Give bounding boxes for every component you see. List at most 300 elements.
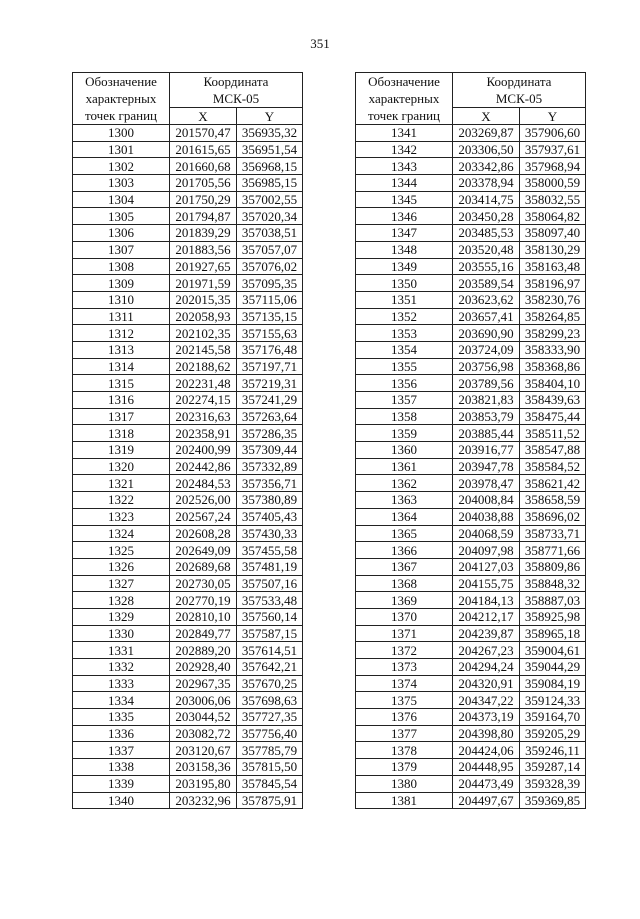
table-row (73, 625, 303, 642)
y-coordinate-cell: 358439,63 (520, 392, 586, 409)
x-coordinate-cell: 203789,56 (453, 375, 520, 392)
x-coordinate-cell: 201971,59 (170, 275, 237, 292)
y-coordinate-cell: 358511,52 (520, 425, 586, 442)
table-row (73, 275, 303, 292)
point-id-cell: 1322 (73, 492, 170, 509)
y-coordinate-cell: 357507,16 (237, 575, 303, 592)
table-row (356, 125, 586, 142)
table-row (73, 158, 303, 175)
x-coordinate-cell: 204473,49 (453, 775, 520, 792)
point-id-cell: 1339 (73, 775, 170, 792)
table-row (356, 675, 586, 692)
x-coordinate-cell: 202274,15 (170, 392, 237, 409)
x-coordinate-cell: 204212,17 (453, 608, 520, 625)
y-coordinate-cell: 359287,14 (520, 759, 586, 776)
y-coordinate-cell: 357430,33 (237, 525, 303, 542)
coord-header-line: МСК-05 (495, 91, 543, 106)
point-id-cell: 1342 (356, 141, 453, 158)
point-id-cell: 1357 (356, 392, 453, 409)
y-coordinate-cell: 358584,52 (520, 458, 586, 475)
table-row (73, 775, 303, 792)
table-row (356, 659, 586, 676)
y-coordinate-cell: 358887,03 (520, 592, 586, 609)
x-coordinate-cell: 204155,75 (453, 575, 520, 592)
table-row (356, 558, 586, 575)
point-id-cell: 1314 (73, 358, 170, 375)
x-coordinate-cell: 202316,63 (170, 408, 237, 425)
point-id-cell: 1375 (356, 692, 453, 709)
coordinates-table-left (72, 72, 303, 809)
x-coordinate-cell: 201570,47 (170, 125, 237, 142)
y-coordinate-cell: 357135,15 (237, 308, 303, 325)
point-id-cell: 1367 (356, 558, 453, 575)
table-row (73, 659, 303, 676)
y-coordinate-cell: 358064,82 (520, 208, 586, 225)
y-coordinate-cell: 357405,43 (237, 508, 303, 525)
x-coordinate-cell: 201705,56 (170, 175, 237, 192)
y-coordinate-cell: 358368,86 (520, 358, 586, 375)
table-row (356, 341, 586, 358)
point-id-cell: 1324 (73, 525, 170, 542)
point-id-cell: 1370 (356, 608, 453, 625)
point-id-cell: 1371 (356, 625, 453, 642)
x-coordinate-cell: 202058,93 (170, 308, 237, 325)
y-coordinate-cell: 358547,88 (520, 442, 586, 459)
point-id-cell: 1307 (73, 241, 170, 258)
y-coordinate-cell: 357219,31 (237, 375, 303, 392)
x-coordinate-cell: 204097,98 (453, 542, 520, 559)
point-id-cell: 1362 (356, 475, 453, 492)
table-row (356, 258, 586, 275)
table-row (73, 341, 303, 358)
y-coordinate-cell: 358163,48 (520, 258, 586, 275)
table-row (356, 642, 586, 659)
y-coordinate-cell: 357727,35 (237, 709, 303, 726)
x-coordinate-cell: 203821,83 (453, 392, 520, 409)
table-row (356, 425, 586, 442)
y-coordinate-cell: 357057,07 (237, 241, 303, 258)
x-coordinate-cell: 203485,53 (453, 225, 520, 242)
x-coordinate-cell: 202484,53 (170, 475, 237, 492)
point-id-cell: 1337 (73, 742, 170, 759)
x-coordinate-cell: 202102,35 (170, 325, 237, 342)
x-coordinate-cell: 203120,67 (170, 742, 237, 759)
x-coordinate-cell: 201750,29 (170, 191, 237, 208)
y-column-header: Y (237, 108, 303, 125)
y-coordinate-cell: 358032,55 (520, 191, 586, 208)
x-column-header: X (170, 108, 237, 125)
table-row (73, 225, 303, 242)
table-row (73, 558, 303, 575)
point-header-line: точек границ (84, 108, 158, 123)
point-id-cell: 1316 (73, 392, 170, 409)
y-coordinate-cell: 357533,48 (237, 592, 303, 609)
x-coordinate-cell: 203158,36 (170, 759, 237, 776)
y-coordinate-cell: 358771,66 (520, 542, 586, 559)
x-column-header: X (453, 108, 520, 125)
table-row (356, 475, 586, 492)
x-coordinate-cell: 202442,86 (170, 458, 237, 475)
x-coordinate-cell: 203306,50 (453, 141, 520, 158)
point-id-cell: 1350 (356, 275, 453, 292)
table-row (73, 375, 303, 392)
x-coordinate-cell: 203082,72 (170, 725, 237, 742)
x-coordinate-cell: 203947,78 (453, 458, 520, 475)
coord-header-line: Координата (486, 74, 552, 89)
point-id-cell: 1358 (356, 408, 453, 425)
point-id-cell: 1343 (356, 158, 453, 175)
x-coordinate-cell: 203520,48 (453, 241, 520, 258)
x-coordinate-cell: 204038,88 (453, 508, 520, 525)
point-id-cell: 1349 (356, 258, 453, 275)
y-coordinate-cell: 357968,94 (520, 158, 586, 175)
x-coordinate-cell: 202967,35 (170, 675, 237, 692)
x-coordinate-cell: 201839,29 (170, 225, 237, 242)
y-coordinate-cell: 358621,42 (520, 475, 586, 492)
table-row (73, 308, 303, 325)
table-row (73, 208, 303, 225)
y-coordinate-cell: 358097,40 (520, 225, 586, 242)
point-id-cell: 1347 (356, 225, 453, 242)
point-id-cell: 1355 (356, 358, 453, 375)
point-id-cell: 1336 (73, 725, 170, 742)
point-header-line: характерных (368, 91, 440, 106)
point-id-cell: 1310 (73, 291, 170, 308)
y-coordinate-cell: 357614,51 (237, 642, 303, 659)
point-id-cell: 1312 (73, 325, 170, 342)
y-coordinate-cell: 357002,55 (237, 191, 303, 208)
table-row (73, 175, 303, 192)
table-row (73, 592, 303, 609)
y-coordinate-cell: 357020,34 (237, 208, 303, 225)
x-coordinate-cell: 202567,24 (170, 508, 237, 525)
table-row (73, 425, 303, 442)
table-row (73, 692, 303, 709)
x-coordinate-cell: 203724,09 (453, 341, 520, 358)
table-row (73, 258, 303, 275)
y-coordinate-cell: 357332,89 (237, 458, 303, 475)
point-id-cell: 1374 (356, 675, 453, 692)
y-coordinate-cell: 358000,59 (520, 175, 586, 192)
x-coordinate-cell: 204373,19 (453, 709, 520, 726)
table-row (356, 225, 586, 242)
table-row (73, 608, 303, 625)
point-id-cell: 1378 (356, 742, 453, 759)
point-id-cell: 1346 (356, 208, 453, 225)
x-coordinate-cell: 204347,22 (453, 692, 520, 709)
table-row (356, 158, 586, 175)
table-row (73, 492, 303, 509)
point-id-cell: 1302 (73, 158, 170, 175)
point-id-cell: 1318 (73, 425, 170, 442)
x-coordinate-cell: 201615,65 (170, 141, 237, 158)
x-coordinate-cell: 203657,41 (453, 308, 520, 325)
point-id-cell: 1309 (73, 275, 170, 292)
point-id-cell: 1303 (73, 175, 170, 192)
table-row (356, 792, 586, 809)
point-id-cell: 1345 (356, 191, 453, 208)
y-coordinate-cell: 357241,29 (237, 392, 303, 409)
x-coordinate-cell: 203589,54 (453, 275, 520, 292)
point-id-cell: 1334 (73, 692, 170, 709)
y-coordinate-cell: 356985,15 (237, 175, 303, 192)
table-row (356, 358, 586, 375)
x-coordinate-cell: 204424,06 (453, 742, 520, 759)
point-id-cell: 1301 (73, 141, 170, 158)
y-coordinate-cell: 359164,70 (520, 709, 586, 726)
y-coordinate-cell: 358230,76 (520, 291, 586, 308)
x-coordinate-cell: 202770,19 (170, 592, 237, 609)
table-row (356, 408, 586, 425)
y-coordinate-cell: 358333,90 (520, 341, 586, 358)
table-row (356, 392, 586, 409)
table-row (356, 542, 586, 559)
y-coordinate-cell: 357481,19 (237, 558, 303, 575)
y-coordinate-cell: 357076,02 (237, 258, 303, 275)
x-coordinate-cell: 202730,05 (170, 575, 237, 592)
y-coordinate-cell: 357155,63 (237, 325, 303, 342)
x-coordinate-cell: 202526,00 (170, 492, 237, 509)
y-coordinate-cell: 356935,32 (237, 125, 303, 142)
x-coordinate-cell: 204320,91 (453, 675, 520, 692)
y-coordinate-cell: 357756,40 (237, 725, 303, 742)
table-row (73, 792, 303, 809)
page-number: 351 (310, 36, 330, 51)
x-coordinate-cell: 202849,77 (170, 625, 237, 642)
y-coordinate-cell: 357937,61 (520, 141, 586, 158)
coordinate-group-header (453, 73, 586, 108)
y-coordinate-cell: 358196,97 (520, 275, 586, 292)
point-id-cell: 1360 (356, 442, 453, 459)
y-coordinate-cell: 357095,35 (237, 275, 303, 292)
x-coordinate-cell: 202608,28 (170, 525, 237, 542)
table-row (356, 592, 586, 609)
x-coordinate-cell: 203232,96 (170, 792, 237, 809)
table-row (73, 458, 303, 475)
point-id-cell: 1351 (356, 291, 453, 308)
point-id-cell: 1328 (73, 592, 170, 609)
table-row (356, 141, 586, 158)
table-row (73, 325, 303, 342)
y-coordinate-cell: 358809,86 (520, 558, 586, 575)
table-row (356, 775, 586, 792)
y-coordinate-cell: 359205,29 (520, 725, 586, 742)
point-id-cell: 1305 (73, 208, 170, 225)
y-coordinate-cell: 359044,29 (520, 659, 586, 676)
y-coordinate-cell: 358965,18 (520, 625, 586, 642)
x-coordinate-cell: 204398,80 (453, 725, 520, 742)
table-row (356, 442, 586, 459)
y-coordinate-cell: 359328,39 (520, 775, 586, 792)
point-id-cell: 1359 (356, 425, 453, 442)
x-coordinate-cell: 203342,86 (453, 158, 520, 175)
point-id-cell: 1300 (73, 125, 170, 142)
table-row (356, 608, 586, 625)
point-id-cell: 1335 (73, 709, 170, 726)
table-row (356, 692, 586, 709)
x-coordinate-cell: 202649,09 (170, 542, 237, 559)
x-coordinate-cell: 202810,10 (170, 608, 237, 625)
point-id-cell: 1348 (356, 241, 453, 258)
table-row (73, 642, 303, 659)
table-row (73, 141, 303, 158)
point-id-cell: 1361 (356, 458, 453, 475)
x-coordinate-cell: 204184,13 (453, 592, 520, 609)
point-id-cell: 1379 (356, 759, 453, 776)
table-row (73, 575, 303, 592)
x-coordinate-cell: 202231,48 (170, 375, 237, 392)
table-row (356, 525, 586, 542)
table-row (73, 241, 303, 258)
table-row (356, 508, 586, 525)
y-coordinate-cell: 359124,33 (520, 692, 586, 709)
point-id-cell: 1366 (356, 542, 453, 559)
x-coordinate-cell: 202689,68 (170, 558, 237, 575)
x-coordinate-cell: 204127,03 (453, 558, 520, 575)
table-row (356, 458, 586, 475)
table-row (356, 742, 586, 759)
x-coordinate-cell: 203378,94 (453, 175, 520, 192)
y-coordinate-cell: 358733,71 (520, 525, 586, 542)
point-id-cell: 1311 (73, 308, 170, 325)
x-coordinate-cell: 202400,99 (170, 442, 237, 459)
table-row (356, 575, 586, 592)
point-id-cell: 1340 (73, 792, 170, 809)
x-coordinate-cell: 203006,06 (170, 692, 237, 709)
point-id-cell: 1319 (73, 442, 170, 459)
point-id-cell: 1306 (73, 225, 170, 242)
table-row (73, 759, 303, 776)
point-id-cell: 1353 (356, 325, 453, 342)
y-coordinate-cell: 358264,85 (520, 308, 586, 325)
x-coordinate-cell: 202015,35 (170, 291, 237, 308)
point-id-cell: 1330 (73, 625, 170, 642)
point-id-cell: 1315 (73, 375, 170, 392)
y-coordinate-cell: 357587,15 (237, 625, 303, 642)
x-coordinate-cell: 204497,67 (453, 792, 520, 809)
point-id-cell: 1380 (356, 775, 453, 792)
y-coordinate-cell: 359246,11 (520, 742, 586, 759)
x-coordinate-cell: 203414,75 (453, 191, 520, 208)
point-header-line: характерных (85, 91, 157, 106)
y-coordinate-cell: 357176,48 (237, 341, 303, 358)
table-row (356, 291, 586, 308)
y-coordinate-cell: 357875,91 (237, 792, 303, 809)
table-row (73, 358, 303, 375)
point-id-cell: 1332 (73, 659, 170, 676)
table-row (73, 709, 303, 726)
y-coordinate-cell: 357286,35 (237, 425, 303, 442)
y-coordinate-cell: 357356,71 (237, 475, 303, 492)
table-row (356, 175, 586, 192)
table-row (356, 725, 586, 742)
table-row (356, 308, 586, 325)
x-coordinate-cell: 202358,91 (170, 425, 237, 442)
x-coordinate-cell: 203555,16 (453, 258, 520, 275)
table-row (356, 709, 586, 726)
point-id-cell: 1313 (73, 341, 170, 358)
y-coordinate-cell: 357906,60 (520, 125, 586, 142)
y-coordinate-cell: 358848,32 (520, 575, 586, 592)
y-coordinate-cell: 357115,06 (237, 291, 303, 308)
x-coordinate-cell: 204068,59 (453, 525, 520, 542)
x-coordinate-cell: 203269,87 (453, 125, 520, 142)
y-coordinate-cell: 358925,98 (520, 608, 586, 625)
table-row (356, 625, 586, 642)
x-coordinate-cell: 203916,77 (453, 442, 520, 459)
table-row (356, 191, 586, 208)
table-row (356, 375, 586, 392)
table-row (356, 759, 586, 776)
point-id-cell: 1344 (356, 175, 453, 192)
point-id-cell: 1377 (356, 725, 453, 742)
y-coordinate-cell: 357455,58 (237, 542, 303, 559)
y-coordinate-cell: 358475,44 (520, 408, 586, 425)
x-coordinate-cell: 204448,95 (453, 759, 520, 776)
x-coordinate-cell: 202145,58 (170, 341, 237, 358)
table-row (356, 325, 586, 342)
y-coordinate-cell: 357309,44 (237, 442, 303, 459)
x-coordinate-cell: 201660,68 (170, 158, 237, 175)
x-coordinate-cell: 204239,87 (453, 625, 520, 642)
point-header-line: точек границ (367, 108, 441, 123)
table-row (356, 492, 586, 509)
point-id-cell: 1338 (73, 759, 170, 776)
point-id-cell: 1321 (73, 475, 170, 492)
point-id-cell: 1354 (356, 341, 453, 358)
point-id-cell: 1326 (73, 558, 170, 575)
coordinate-group-header (170, 73, 303, 108)
coord-header-line: Координата (203, 74, 269, 89)
y-coordinate-cell: 357263,64 (237, 408, 303, 425)
point-id-cell: 1327 (73, 575, 170, 592)
table-row (73, 525, 303, 542)
point-id-cell: 1325 (73, 542, 170, 559)
point-id-cell: 1304 (73, 191, 170, 208)
point-id-cell: 1381 (356, 792, 453, 809)
point-id-cell: 1364 (356, 508, 453, 525)
x-coordinate-cell: 204267,23 (453, 642, 520, 659)
point-id-cell: 1365 (356, 525, 453, 542)
point-id-cell: 1333 (73, 675, 170, 692)
y-coordinate-cell: 358299,23 (520, 325, 586, 342)
y-coordinate-cell: 356968,15 (237, 158, 303, 175)
x-coordinate-cell: 202188,62 (170, 358, 237, 375)
y-coordinate-cell: 358658,59 (520, 492, 586, 509)
y-coordinate-cell: 358696,02 (520, 508, 586, 525)
coord-header-line: МСК-05 (212, 91, 260, 106)
x-coordinate-cell: 201794,87 (170, 208, 237, 225)
point-header-line: Обозначение (85, 74, 157, 89)
table-row (73, 191, 303, 208)
table-row (73, 675, 303, 692)
x-coordinate-cell: 203853,79 (453, 408, 520, 425)
point-header-line: Обозначение (368, 74, 440, 89)
y-coordinate-cell: 359369,85 (520, 792, 586, 809)
point-id-cell: 1373 (356, 659, 453, 676)
y-coordinate-cell: 357642,21 (237, 659, 303, 676)
point-id-cell: 1341 (356, 125, 453, 142)
table-row (73, 291, 303, 308)
x-coordinate-cell: 204008,84 (453, 492, 520, 509)
point-id-cell: 1331 (73, 642, 170, 659)
x-coordinate-cell: 203195,80 (170, 775, 237, 792)
point-id-cell: 1368 (356, 575, 453, 592)
point-id-cell: 1356 (356, 375, 453, 392)
table-row (73, 508, 303, 525)
point-column-header (356, 73, 453, 125)
x-coordinate-cell: 204294,24 (453, 659, 520, 676)
